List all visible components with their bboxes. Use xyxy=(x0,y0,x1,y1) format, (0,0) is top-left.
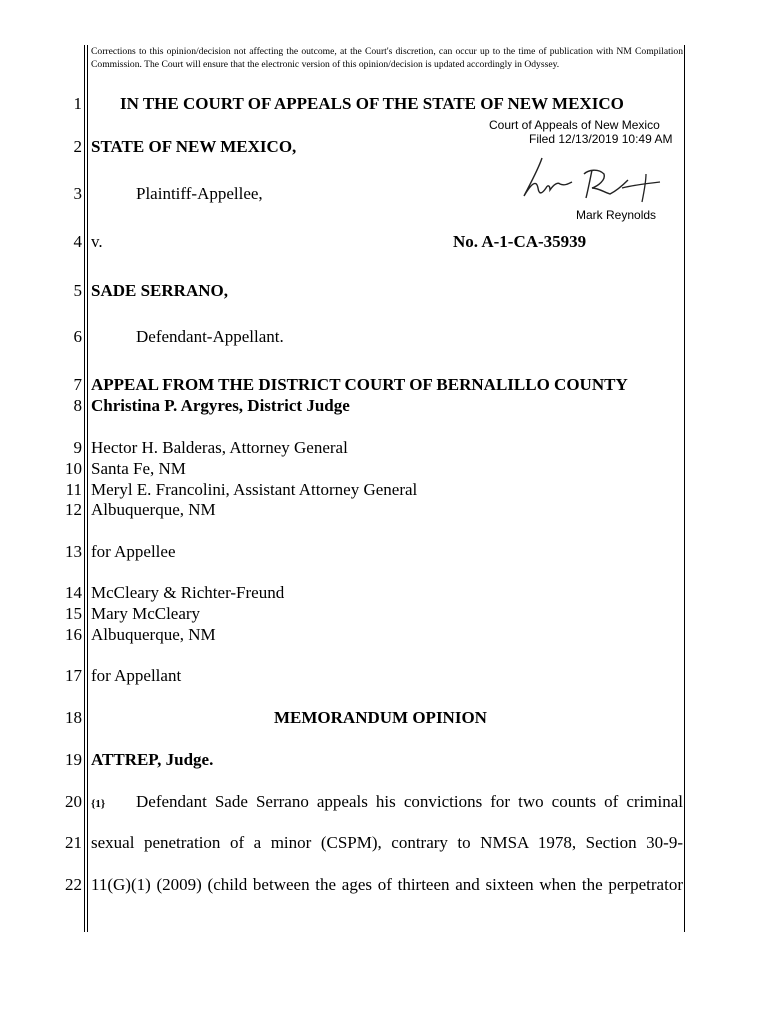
body-line: Defendant Sade Serrano appeals his convictions for two counts of criminal xyxy=(136,792,683,811)
line-number: 18 xyxy=(65,708,82,727)
for-appellee: for Appellee xyxy=(91,542,176,561)
line-number: 1 xyxy=(73,94,82,113)
line-number: 3 xyxy=(73,184,82,203)
for-appellant: for Appellant xyxy=(91,666,182,685)
defendant-role: Defendant-Appellant. xyxy=(136,327,284,346)
body-line: 11(G)(1) (2009) (child between the ages of thirteen and sixteen when the perpetrator xyxy=(91,875,683,894)
opinion-heading: MEMORANDUM OPINION xyxy=(274,708,487,727)
left-margin-rule-outer xyxy=(84,45,85,932)
line-number: 22 xyxy=(65,875,82,894)
district-judge: Christina P. Argyres, District Judge xyxy=(91,396,350,415)
paragraph-number: {1} xyxy=(91,798,106,810)
right-margin-rule xyxy=(684,45,685,932)
line-number: 8 xyxy=(73,396,82,415)
line-number: 14 xyxy=(65,583,82,602)
line-number: 10 xyxy=(65,459,82,478)
line-number: 4 xyxy=(73,232,82,251)
appellee-counsel-line: Santa Fe, NM xyxy=(91,459,186,478)
line-number: 6 xyxy=(73,327,82,346)
line-number: 16 xyxy=(65,625,82,644)
versus: v. xyxy=(91,232,103,251)
line-number: 11 xyxy=(65,480,82,499)
plaintiff-name: STATE OF NEW MEXICO, xyxy=(91,137,297,156)
case-number: No. A-1-CA-35939 xyxy=(453,232,587,251)
filing-stamp-date: Filed 12/13/2019 10:49 AM xyxy=(529,132,673,146)
clerk-name: Mark Reynolds xyxy=(576,208,657,222)
line-number: 17 xyxy=(65,666,82,685)
appellant-counsel-line: Albuquerque, NM xyxy=(91,625,216,644)
line-number: 2 xyxy=(73,137,82,156)
line-number: 19 xyxy=(65,750,82,769)
paragraph-marker xyxy=(91,792,105,814)
opinion-author: ATTREP, Judge. xyxy=(91,750,214,769)
line-number: 20 xyxy=(65,792,82,811)
line-number: 7 xyxy=(73,375,82,394)
line-number: 21 xyxy=(65,833,82,852)
appeal-from: APPEAL FROM THE DISTRICT COURT OF BERNALILLO COUNTY xyxy=(91,375,628,394)
defendant-name: SADE SERRANO, xyxy=(91,281,228,300)
line-number: 12 xyxy=(65,500,82,519)
plaintiff-role: Plaintiff-Appellee, xyxy=(136,184,263,203)
filing-stamp-court: Court of Appeals of New Mexico xyxy=(489,118,660,132)
body-line: sexual penetration of a minor (CSPM), contrary to NMSA 1978, Section 30-9- xyxy=(91,833,683,852)
line-number: 13 xyxy=(65,542,82,561)
appellant-counsel-line: Mary McCleary xyxy=(91,604,201,623)
clerk-signature xyxy=(514,148,664,210)
corrections-notice: Corrections to this opinion/decision not affecting the outcome, at the Court's discretion, can occur up to the time of publication with NM Compilation Commission. The Court will ensure that the electronic version of this opinion/decision is updated accordingly in Odyssey. xyxy=(91,46,683,70)
court-title: IN THE COURT OF APPEALS OF THE STATE OF NEW MEXICO xyxy=(120,94,624,113)
line-number: 9 xyxy=(73,438,82,457)
appellant-counsel-line: McCleary & Richter-Freund xyxy=(91,583,285,602)
appellee-counsel-line: Meryl E. Francolini, Assistant Attorney General xyxy=(91,480,418,499)
left-margin-rule-inner xyxy=(87,45,88,932)
appellee-counsel-line: Albuquerque, NM xyxy=(91,500,216,519)
appellee-counsel-line: Hector H. Balderas, Attorney General xyxy=(91,438,348,457)
line-number: 5 xyxy=(73,281,82,300)
line-number: 15 xyxy=(65,604,82,623)
